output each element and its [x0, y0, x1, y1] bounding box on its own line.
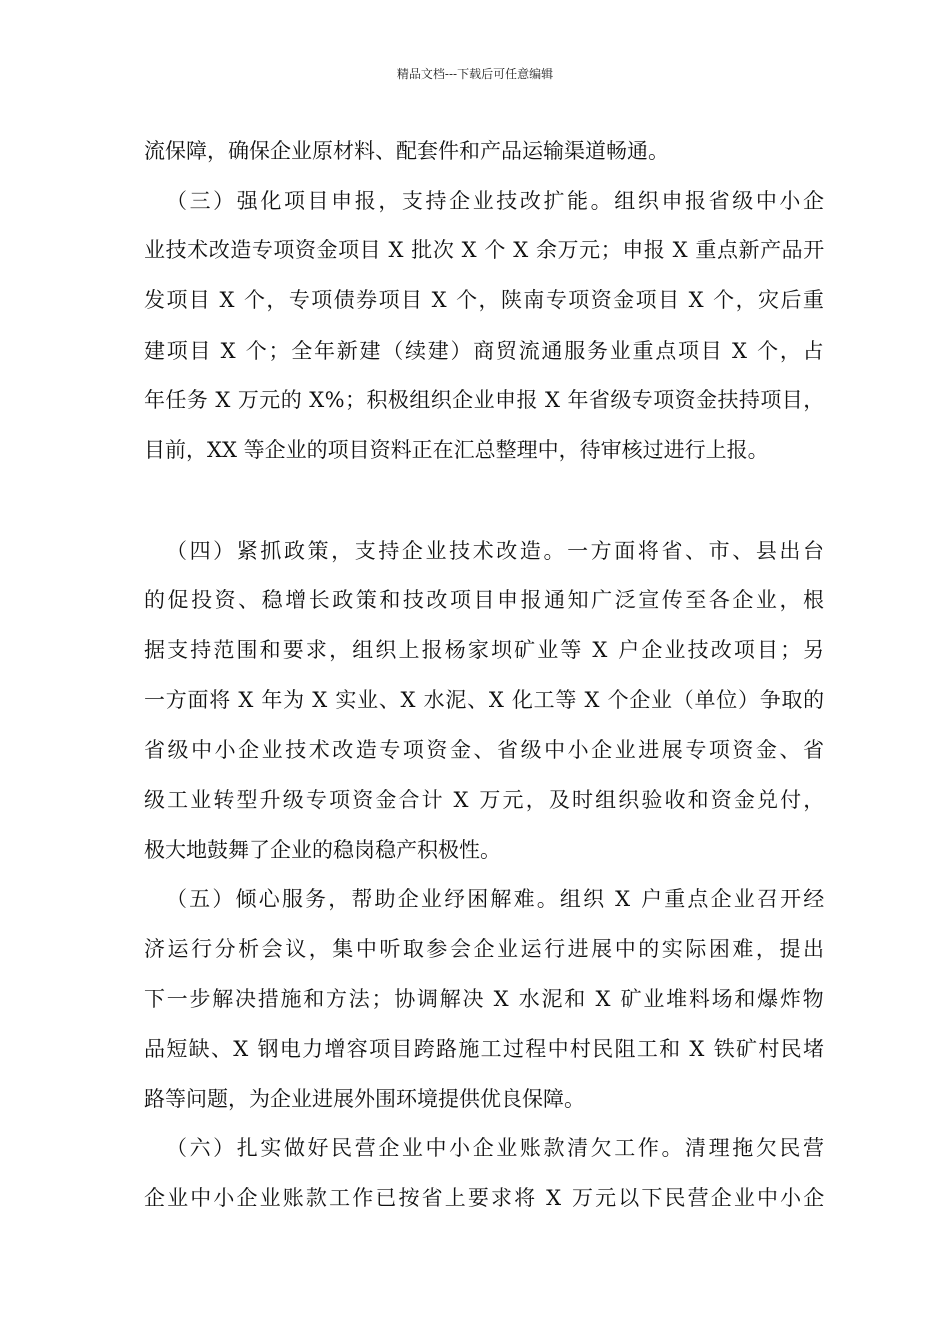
body-line: 级工业转型升级专项资金合计 X 万元，及时组织验收和资金兑付，: [144, 788, 827, 812]
body-line: 路等问题，为企业进展外围环境提供优良保障。: [144, 1087, 585, 1111]
body-line: 建项目 X 个；全年新建（续建）商贸流通服务业重点项目 X 个，占: [144, 339, 826, 363]
body-line: 下一步解决措施和方法；协调解决 X 水泥和 X 矿业堆料场和爆炸物: [144, 987, 826, 1011]
page-header: 精品文档---下载后可任意编辑: [396, 67, 554, 81]
body-line: （六）扎实做好民营企业中小企业账款清欠工作。清理拖欠民营: [166, 1136, 827, 1160]
body-line: 省级中小企业技术改造专项资金、省级中小企业进展专项资金、省: [144, 738, 827, 762]
body-line: （三）强化项目申报，支持企业技改扩能。组织申报省级中小企: [166, 189, 827, 213]
body-line: 企业中小企业账款工作已按省上要求将 X 万元以下民营企业中小企: [144, 1186, 827, 1210]
body-line: 一方面将 X 年为 X 实业、X 水泥、X 化工等 X 个企业（单位）争取的: [144, 688, 825, 712]
body-line: 济运行分析会议，集中听取参会企业运行进展中的实际困难，提出: [144, 937, 827, 961]
body-line: 的促投资、稳增长政策和技改项目申报通知广泛宣传至各企业，根: [144, 588, 827, 612]
body-line: 流保障，确保企业原材料、配套件和产品运输渠道畅通。: [144, 139, 669, 163]
body-line: 据支持范围和要求，组织上报杨家坝矿业等 X 户企业技改项目；另: [144, 638, 827, 662]
body-line: 目前，XX 等企业的项目资料正在汇总整理中，待审核过进行上报。: [144, 438, 769, 462]
body-line: 发项目 X 个，专项债券项目 X 个，陕南专项资金项目 X 个，灾后重: [144, 288, 826, 312]
body-line: 业技术改造专项资金项目 X 批次 X 个 X 余万元；申报 X 重点新产品开: [144, 238, 825, 262]
body-line: 极大地鼓舞了企业的稳岗稳产积极性。: [144, 838, 501, 862]
body-line: （四）紧抓政策，支持企业技术改造。一方面将省、市、县出台: [166, 539, 827, 563]
body-line: 品短缺、X 钢电力增容项目跨路施工过程中村民阻工和 X 铁矿村民堵: [144, 1037, 826, 1061]
body-line: （五）倾心服务，帮助企业纾困解难。组织 X 户重点企业召开经: [166, 887, 827, 911]
body-line: 年任务 X 万元的 X%；积极组织企业申报 X 年省级专项资金扶持项目，: [144, 388, 825, 412]
